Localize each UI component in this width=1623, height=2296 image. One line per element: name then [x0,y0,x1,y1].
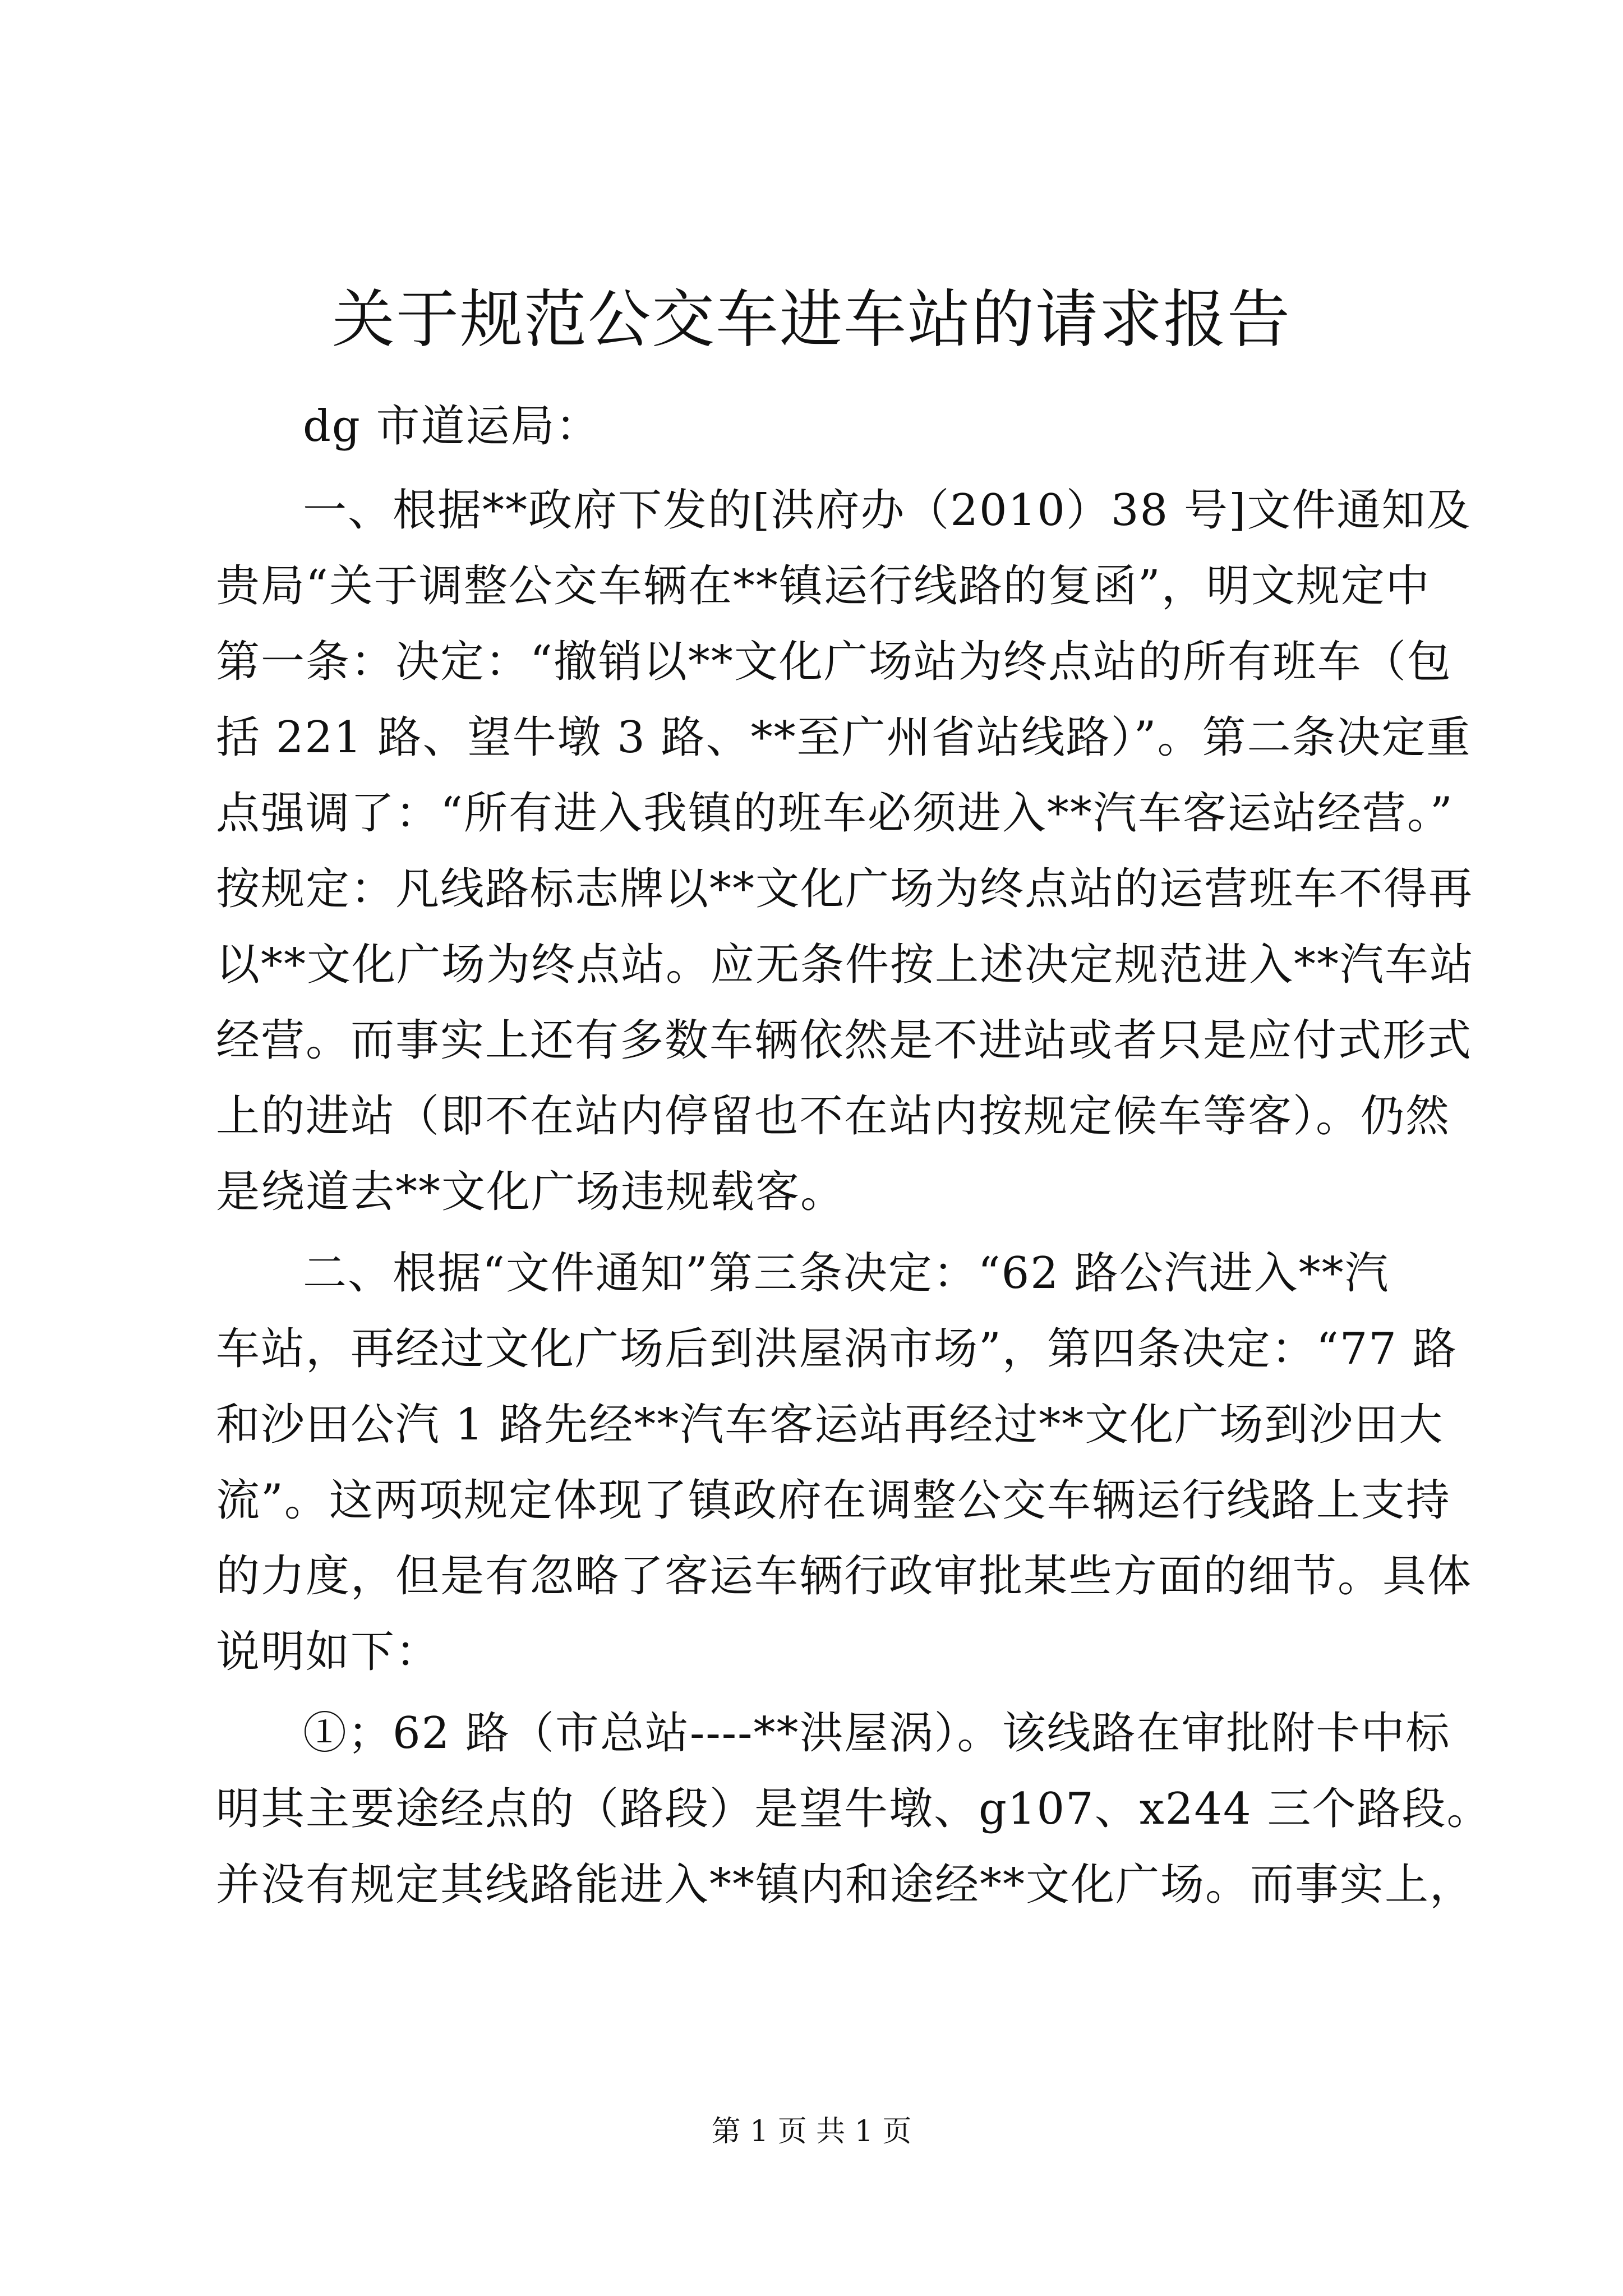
body-line-16: 说明如下： [216,1627,441,1677]
body-line-4: 括 221 路、望牛墩 3 路、**至广州省站线路）”。第二条决定重 [216,712,1472,763]
body-line-1: 一、根据**政府下发的[洪府办（2010）38 号]文件通知及 [303,485,1472,536]
page-footer: 第 1 页 共 1 页 [711,2115,912,2148]
body-line-2: 贵局“关于调整公交车辆在**镇运行线路的复函”，明文规定中 [216,561,1431,611]
body-line-10: 是绕道去**文化广场违规载客。 [216,1167,846,1217]
body-line-9: 上的进站（即不在站内停留也不在站内按规定候车等客）。仍然 [216,1091,1451,1142]
body-line-14: 流”。这两项规定体现了镇政府在调整公交车辆运行线路上支持 [216,1475,1451,1526]
body-line-3: 第一条：决定：“撤销以**文化广场站为终点站的所有班车（包 [216,637,1452,687]
body-line-12: 车站，再经过文化广场后到洪屋涡市场”，第四条决定：“77 路 [216,1324,1458,1374]
salutation: dg 市道运局： [303,401,601,452]
body-line-6: 按规定：凡线路标志牌以**文化广场为终点站的运营班车不得再 [216,864,1474,914]
body-line-15: 的力度，但是有忽略了客运车辆行政审批某些方面的细节。具体 [216,1551,1473,1602]
body-line-18: 明其主要途经点的（路段）是望牛墩、g107、x244 三个路段。 [216,1784,1492,1834]
body-line-11: 二、根据“文件通知”第三条决定：“62 路公汽进入**汽 [303,1248,1390,1299]
body-line-13: 和沙田公汽 1 路先经**汽车客运站再经过**文化广场到沙田大 [216,1400,1444,1450]
body-line-8: 经营。而事实上还有多数车辆依然是不进站或者只是应付式形式 [216,1015,1473,1066]
body-line-19: 并没有规定其线路能进入**镇内和途经**文化广场。而事实上， [216,1860,1475,1910]
body-line-5: 点强调了：“所有进入我镇的班车必须进入**汽车客运站经营。” [216,788,1454,839]
body-line-17: ①；62 路（市总站----**洪屋涡）。该线路在审批附卡中标 [303,1708,1451,1759]
document-title: 关于规范公交车进车站的请求报告 [332,283,1291,356]
body-line-7: 以**文化广场为终点站。应无条件按上述决定规范进入**汽车站 [216,940,1475,990]
